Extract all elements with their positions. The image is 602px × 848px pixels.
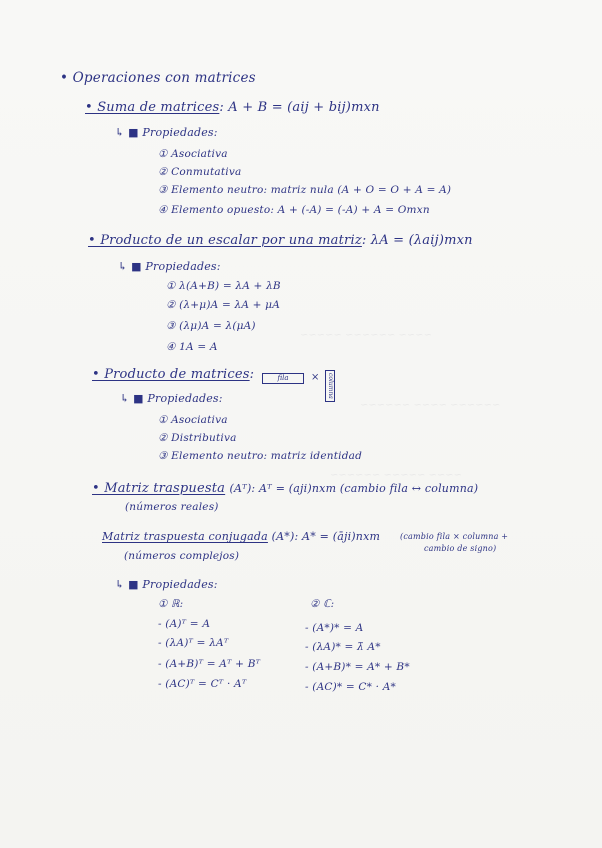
producto-prop-1: ① Asociativa xyxy=(158,414,228,426)
traspuesta-title: • Matriz traspuesta xyxy=(92,481,226,496)
complex-prop-1: - (A*)* = A xyxy=(305,622,364,634)
complex-prop-3: - (A+B)* = A* + B* xyxy=(305,661,410,673)
suma-prop-4: ④ Elemento opuesto: A + (-A) = (-A) + A = Omxn xyxy=(158,204,430,216)
conjugada-formula: (A*): A* = (āji)nxm xyxy=(271,530,381,543)
traspuesta-formula: (Aᵀ): Aᵀ = (aji)nxm (cambio fila ↔ columna) xyxy=(229,482,479,495)
producto-heading xyxy=(92,367,254,382)
conjugada-heading xyxy=(102,530,380,543)
suma-prop-1: ① Asociativa xyxy=(158,148,228,160)
escalar-prop-3: ③ (λμ)A = λ(μA) xyxy=(166,320,256,332)
producto-prop-3: ③ Elemento neutro: matriz identidad xyxy=(158,450,362,462)
column-box xyxy=(325,370,335,402)
times-symbol: × xyxy=(311,372,320,383)
producto-colon: : xyxy=(249,367,255,382)
escalar-prop-4: ④ 1A = A xyxy=(166,341,218,353)
escalar-heading xyxy=(88,233,473,248)
real-prop-2: - (λA)ᵀ = λAᵀ xyxy=(158,637,229,649)
producto-prop-2: ② Distributiva xyxy=(158,432,237,444)
conjugada-note-b: cambio de signo) xyxy=(424,544,497,553)
row-box xyxy=(262,373,304,384)
escalar-formula: : λA = (λaij)mxn xyxy=(361,233,473,248)
complex-prop-4: - (AC)* = C* · A* xyxy=(305,681,396,693)
suma-formula: : A + B = (aij + bij)mxn xyxy=(219,100,380,115)
bleed-through: ~~~~~~ ~~~~ ~~~~~~ xyxy=(360,400,501,411)
real-label: ① ℝ: xyxy=(158,598,184,610)
suma-prop-2: ② Conmutativa xyxy=(158,166,242,178)
suma-title: • Suma de matrices xyxy=(85,100,220,115)
bleed-through: ~~~~ ~~~~~ ~~~~~~ xyxy=(330,470,463,481)
bleed-through: ~~~~ ~~~~~~ ~~~~~ xyxy=(300,330,433,341)
real-prop-4: - (AC)ᵀ = Cᵀ · Aᵀ xyxy=(158,678,247,690)
producto-props-label: ↳ ■ Propiedades: xyxy=(120,392,223,405)
section-heading: • Operaciones con matrices xyxy=(60,70,256,86)
complex-prop-2: - (λA)* = λ̄ A* xyxy=(305,641,381,653)
conjugada-title: Matriz traspuesta conjugada xyxy=(102,530,268,543)
escalar-props-label: ↳ ■ Propiedades: xyxy=(118,260,221,273)
conjugada-props-label: ↳ ■ Propiedades: xyxy=(115,578,218,591)
suma-props-label: ↳ ■ Propiedades: xyxy=(115,126,218,139)
suma-prop-3: ③ Elemento neutro: matriz nula (A + O = O + A = A) xyxy=(158,184,452,196)
suma-heading xyxy=(85,100,380,115)
real-prop-1: - (A)ᵀ = A xyxy=(158,618,211,630)
row-box-label: fila xyxy=(277,374,289,382)
real-prop-3: - (A+B)ᵀ = Aᵀ + Bᵀ xyxy=(158,658,261,670)
escalar-title: • Producto de un escalar por una matriz xyxy=(88,233,362,248)
escalar-prop-1: ① λ(A+B) = λA + λB xyxy=(166,280,281,292)
traspuesta-note: (números reales) xyxy=(125,501,219,513)
conjugada-note-a: (cambio fila × columna + xyxy=(400,532,509,541)
conjugada-note: (números complejos) xyxy=(124,550,240,562)
complex-label: ② ℂ: xyxy=(310,598,335,610)
escalar-prop-2: ② (λ+μ)A = λA + μA xyxy=(166,299,280,311)
traspuesta-heading xyxy=(92,481,478,496)
column-box-label: columna xyxy=(327,373,334,399)
producto-title: • Producto de matrices xyxy=(92,367,250,382)
